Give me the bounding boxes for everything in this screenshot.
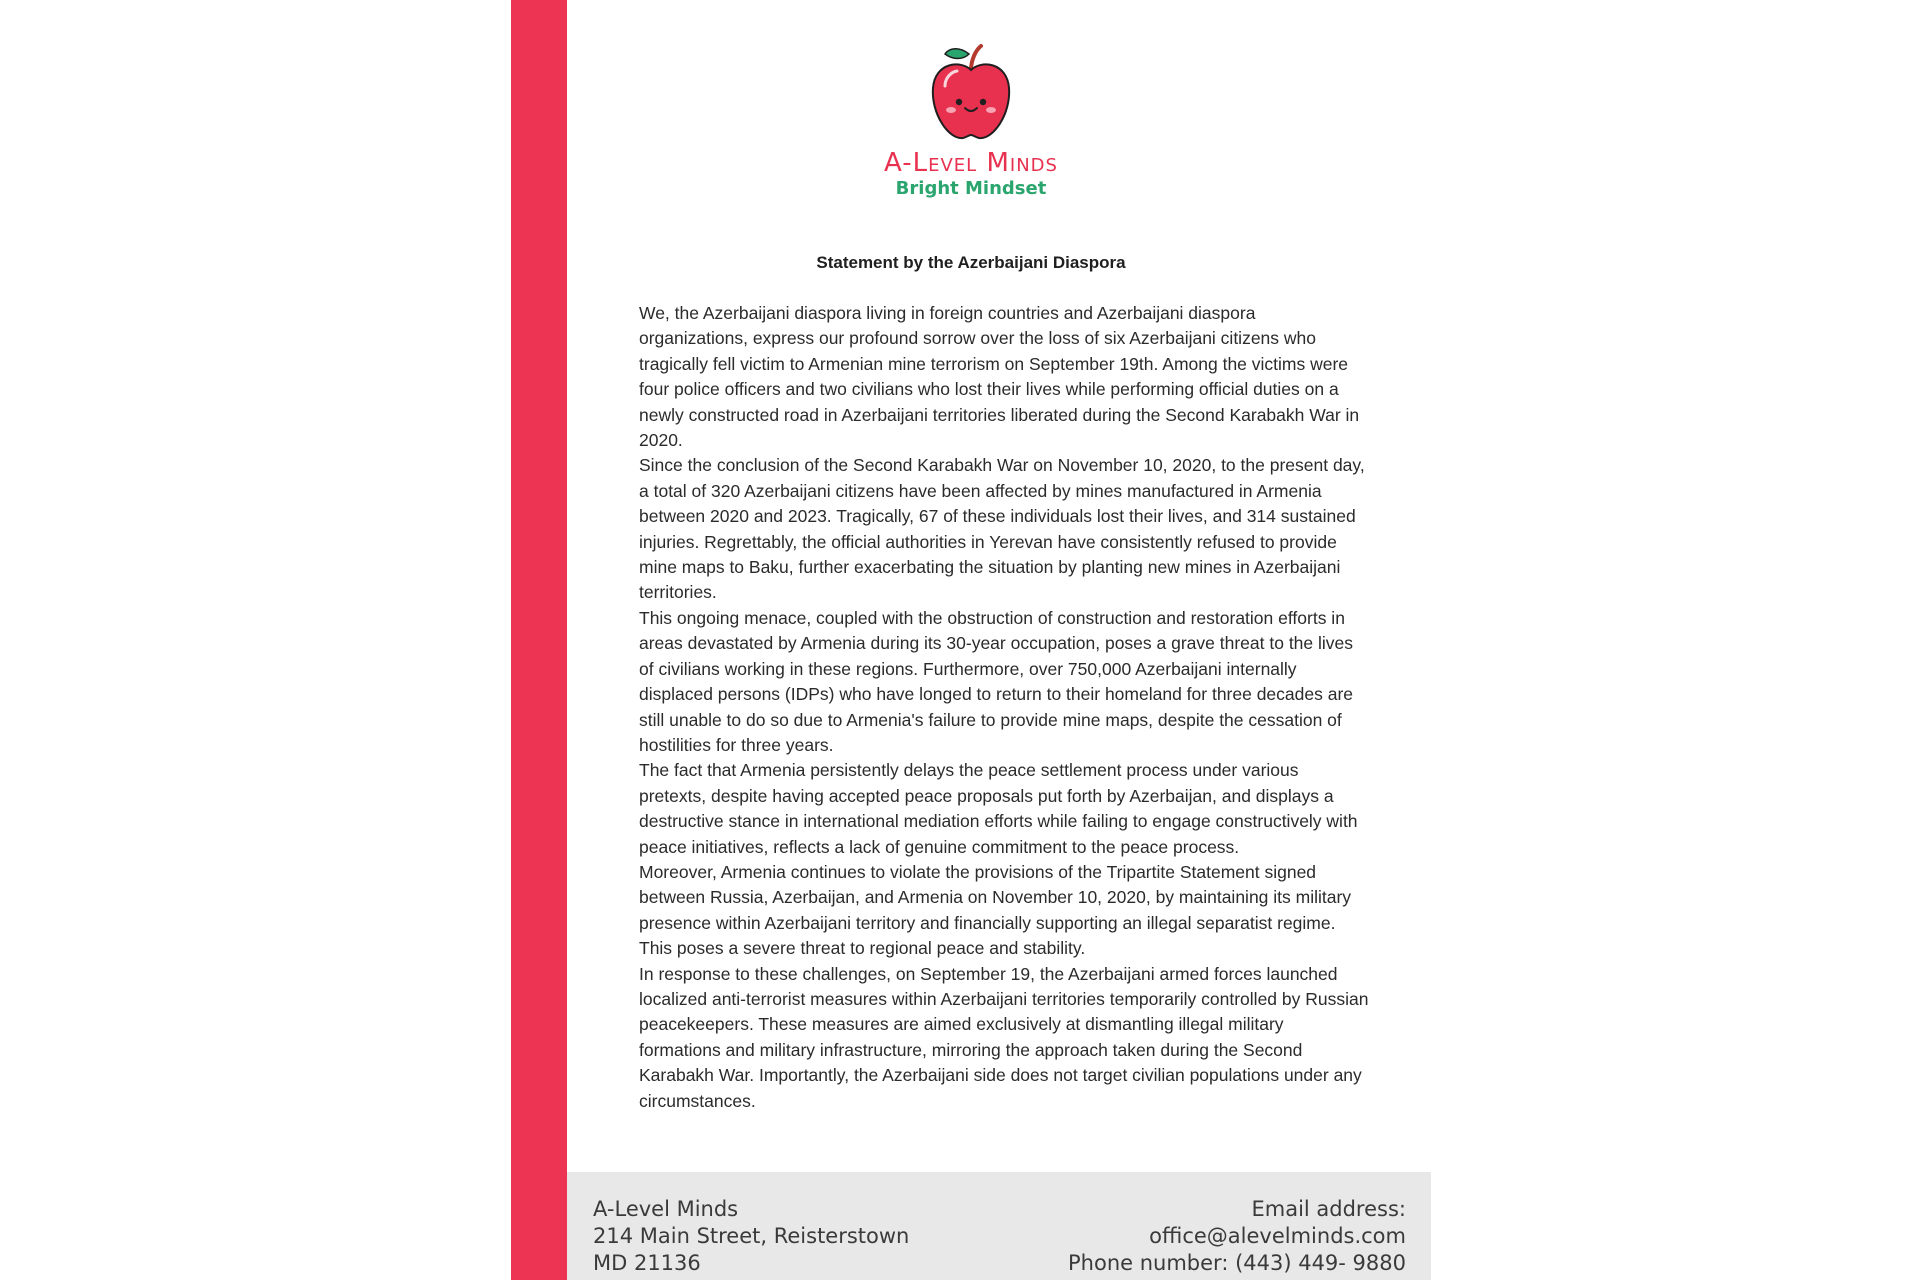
footer-address: [593, 1196, 909, 1277]
document-page: [511, 0, 1431, 1280]
paragraph: We, the Azerbaijani diaspora living in foreign countries and Azerbaijani diaspora organizations, express our profound sorrow over the loss of six Azerbaijani citizens who tragically fell victim to Armenian mine terrorism on September 19th. Among the victims were four police officers and two civilians who lost their lives while performing official duties on a newly constructed road in Azerbaijani territories liberated during the Second Karabakh War in 2020.: [639, 303, 1360, 451]
apple-icon: [921, 40, 1021, 144]
statement-body: [639, 301, 1369, 1114]
paragraph: In response to these challenges, on September 19, the Azerbaijani armed forces launched localized anti-terrorist measures within Azerbaijani territories temporarily controlled by Russian peacekeepers. These measures are aimed exclusively at dismantling illegal military formations and military infrastructure, mirroring the approach taken during the Second Karabakh War. Importantly, the Azerbaijani side does not target civilian populations under any circumstances.: [639, 963, 1369, 1111]
footer-email[interactable]: office@alevelminds.com: [1149, 1224, 1406, 1248]
footer-street: 214 Main Street, Reisterstown: [593, 1224, 910, 1248]
brand-logo: [511, 40, 1431, 200]
paragraph: Since the conclusion of the Second Karabakh War on November 10, 2020, to the present day, a total of 320 Azerbaijani citizens have been affected by mines manufactured in Armenia between 2020 and 2023. Tragically, 67 of these individuals lost their lives, and 314 sustained injuries. Regrettably, the official authorities in Yerevan have consistently refused to provide mine maps to Baku, further exacerbating the situation by planting new mines in Azerbaijani territories.: [639, 455, 1365, 603]
footer-email-label: Email address:: [1251, 1197, 1406, 1221]
paragraph: Moreover, Armenia continues to violate the provisions of the Tripartite Statement signed between Russia, Azerbaijan, and Armenia on November 10, 2020, by maintaining its military presence within Azerbaijani territory and financially supporting an illegal separatist regime. This poses a severe threat to regional peace and stability.: [639, 861, 1352, 959]
footer-city-zip: MD 21136: [593, 1251, 701, 1275]
footer-org-name: A-Level Minds: [593, 1197, 739, 1221]
footer-contact: [1068, 1196, 1406, 1277]
footer-phone: Phone number: (443) 449- 9880: [1068, 1251, 1406, 1275]
paragraph: The fact that Armenia persistently delays the peace settlement process under various pretexts, despite having accepted peace proposals put forth by Azerbaijan, and displays a destructive stance in international mediation efforts while failing to engage constructively with peace initiatives, reflects a lack of genuine commitment to the peace process.: [639, 760, 1358, 857]
brand-name: A-Level Minds: [884, 148, 1058, 178]
paragraph: This ongoing menace, coupled with the obstruction of construction and restoration efforts in areas devastated by Armenia during its 30-year occupation, poses a grave threat to the lives of civilians working in these regions. Furthermore, over 750,000 Azerbaijani internally displaced persons (IDPs) who have longed to return to their homeland for three decades are still unable to do so due to Armenia's failure to provide mine maps, despite the cessation of hostilities for three years.: [639, 607, 1354, 755]
brand-tagline: Bright Mindset: [895, 178, 1047, 199]
footer: [567, 1172, 1431, 1280]
document-title: Statement by the Azerbaijani Diaspora: [816, 253, 1126, 272]
